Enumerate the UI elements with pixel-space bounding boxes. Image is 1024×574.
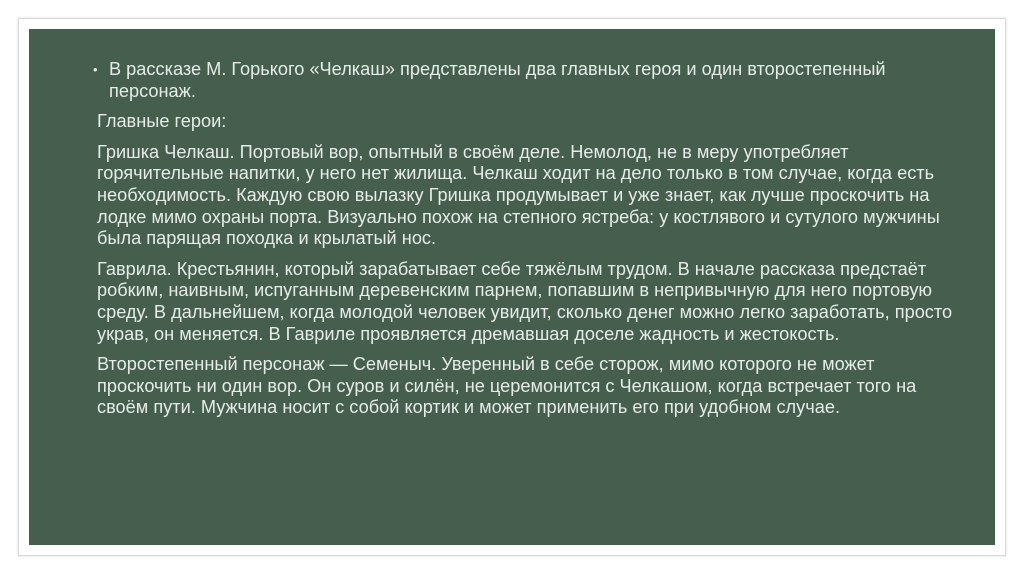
intro-bullet xyxy=(93,59,955,102)
intro-text: В рассказе М. Горького «Челкаш» представлены два главных героя и один второстепенный персонаж. xyxy=(109,59,886,101)
gavrila-paragraph: Гаврила. Крестьянин, который зарабатывает себе тяжёлым трудом. В начале рассказа предстаёт робким, наивным, испуганным деревенским парнем, попавшим в непривычную для него портовую среду. В дальнейшем, когда молодой человек увидит, сколько денег можно легко заработать, просто украв, он меняется. В Гавриле проявляется дремавшая доселе жадность и жестокость. xyxy=(97,258,953,344)
chelkash-paragraph: Гришка Челкаш. Портовый вор, опытный в своём деле. Немолод, не в меру употребляет горячительные напитки, у него нет жилища. Челкаш ходит на дело только в том случае, когда есть необходимость. Каждую свою вылазку Гришка продумывает и уже знает, как лучше проскочить на лодке мимо охраны порта. Визуально похож на степного ястреба: у костлявого и сутулого мужчины была парящая походка и крылатый нос. xyxy=(97,141,940,249)
main-heroes-heading: Главные герои: xyxy=(97,111,227,132)
slide-content xyxy=(29,29,995,545)
semenych-paragraph: Второстепенный персонаж — Семеныч. Уверенный в себе сторож, мимо которого не может проскочить ни один вор. Он суров и силён, не церемонится с Челкашом, когда встречает того на своём пути. Мужчина носит с собой кортик и может применить его при удобном случае. xyxy=(97,354,917,418)
bullet-icon: • xyxy=(93,62,98,77)
